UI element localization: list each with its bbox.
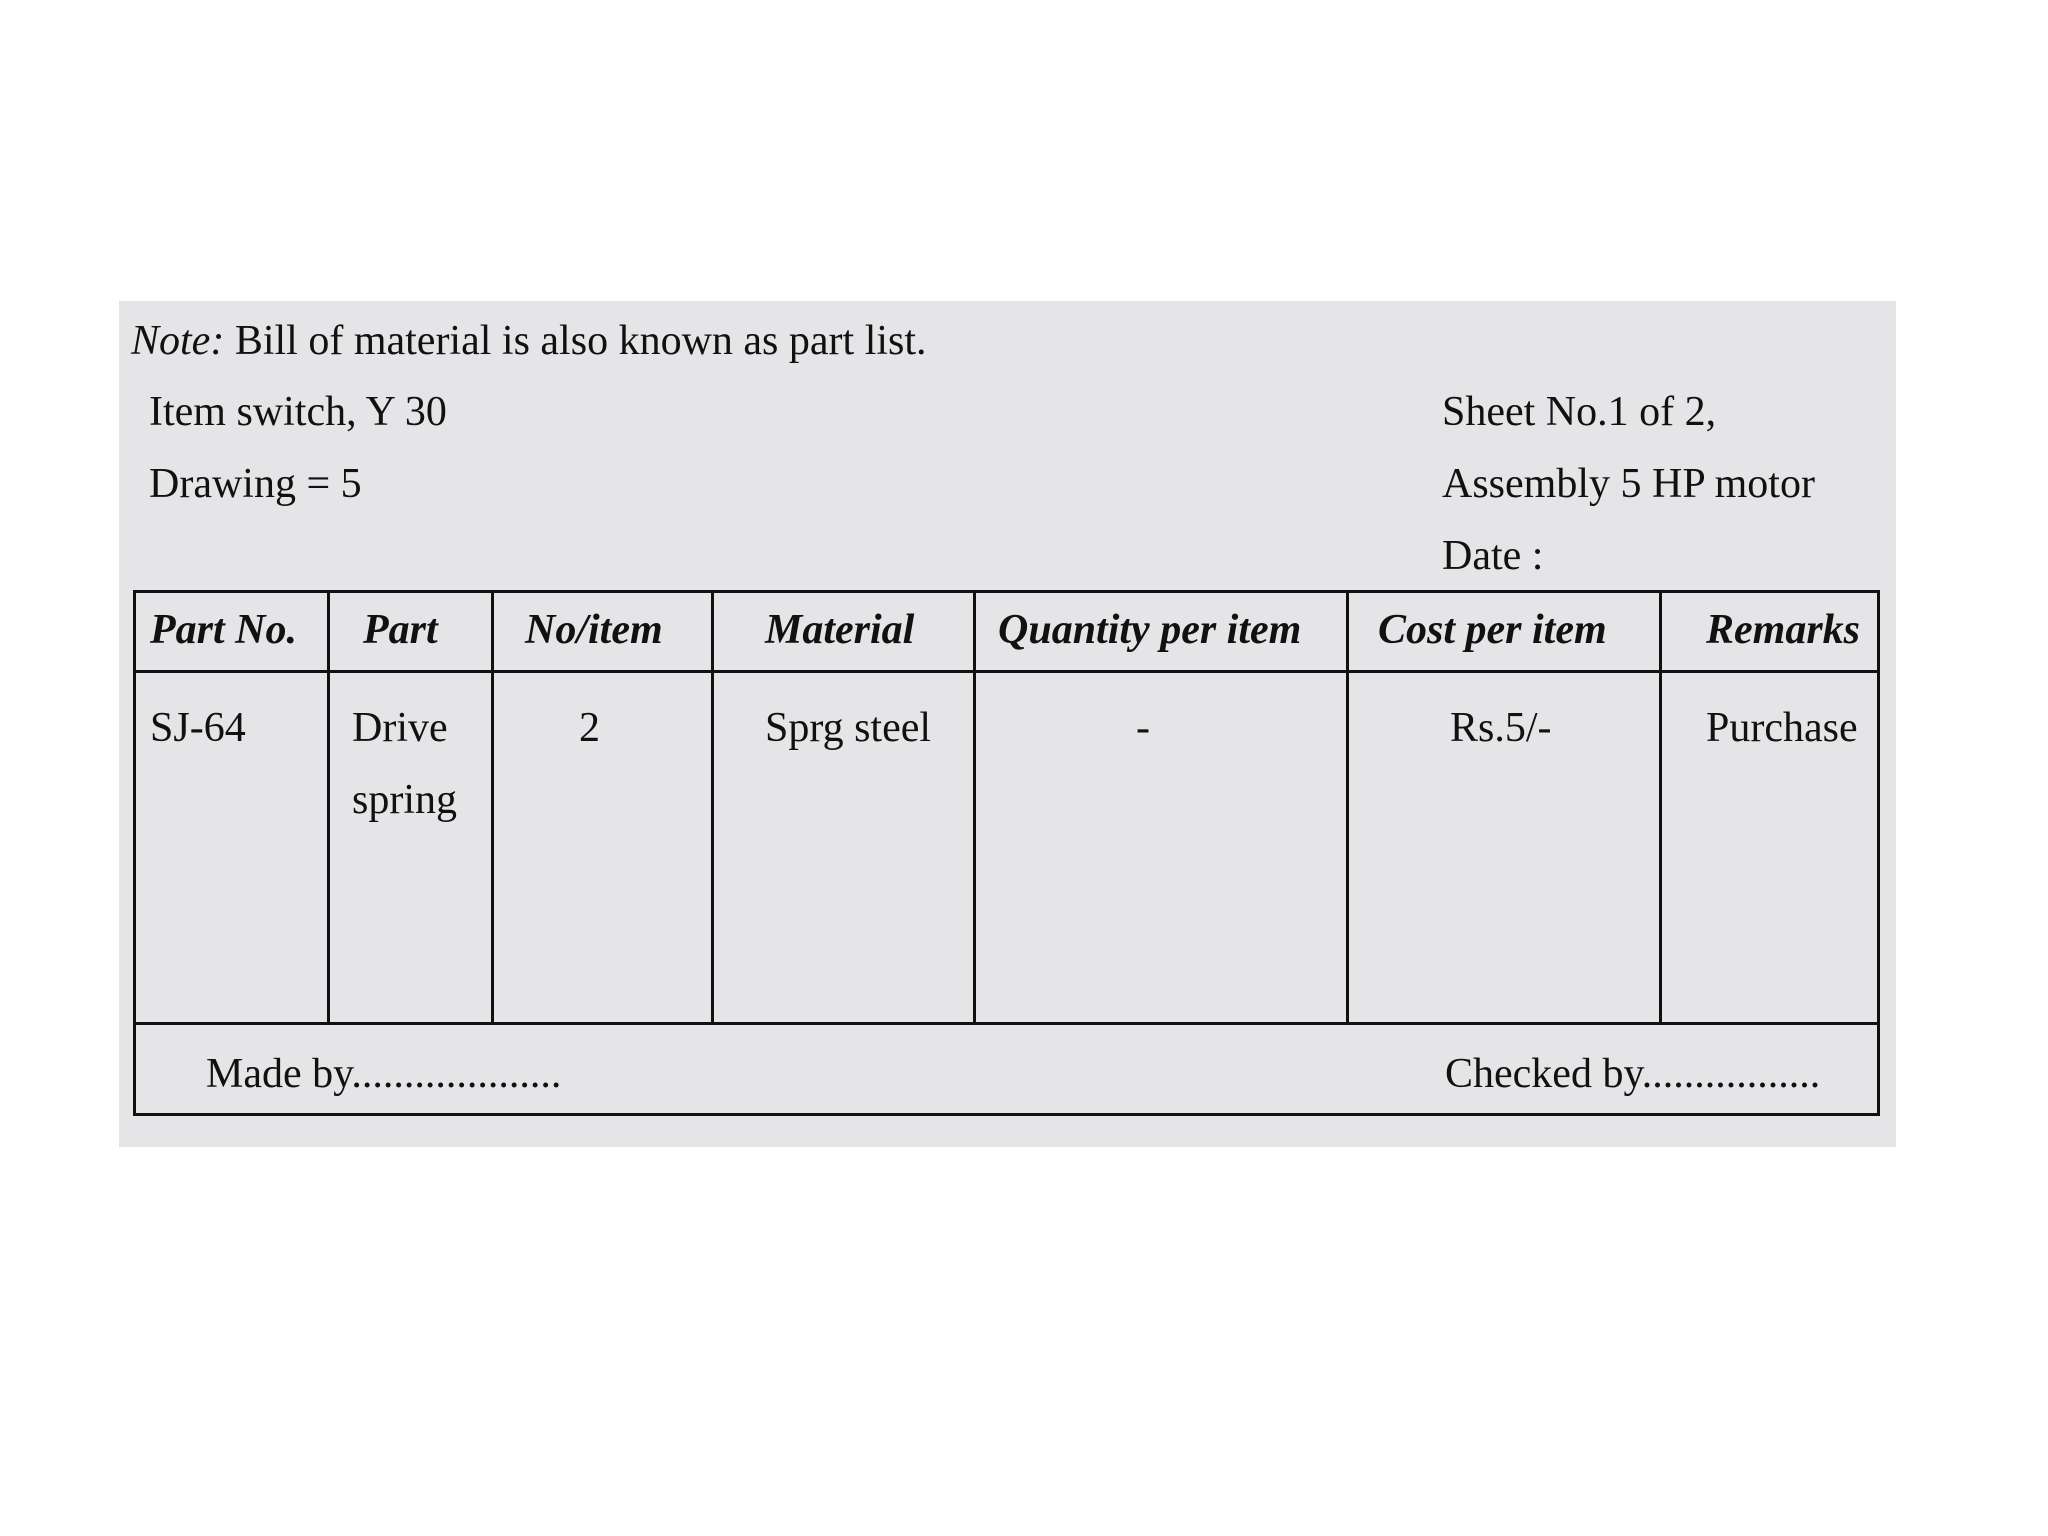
- column-divider: [711, 593, 714, 1022]
- column-header-part: Part: [363, 607, 438, 653]
- header-row-divider: [136, 670, 1877, 673]
- note-label: Note:: [131, 318, 225, 364]
- column-header-cost: Cost per item: [1378, 607, 1607, 653]
- column-header-quantity: Quantity per item: [998, 607, 1302, 653]
- column-header-part-no: Part No.: [150, 607, 297, 653]
- made-by-field: Made by....................: [206, 1051, 562, 1097]
- cell-part-no: SJ-64: [150, 705, 246, 751]
- cell-remarks: Purchase: [1706, 705, 1858, 751]
- footer-divider: [136, 1022, 1877, 1025]
- column-divider: [1346, 593, 1349, 1022]
- sheet-number: Sheet No.1 of 2,: [1442, 389, 1717, 435]
- column-divider: [1659, 593, 1662, 1022]
- cell-cost: Rs.5/-: [1450, 705, 1552, 751]
- assembly-label: Assembly 5 HP motor: [1442, 461, 1815, 507]
- column-header-material: Material: [765, 607, 915, 653]
- drawing-label: Drawing = 5: [149, 461, 362, 507]
- column-divider: [327, 593, 330, 1022]
- column-divider: [491, 593, 494, 1022]
- note-line: [131, 320, 927, 362]
- cell-quantity: -: [1136, 705, 1150, 751]
- bill-of-material-table: [133, 590, 1880, 1116]
- note-text: Bill of material is also known as part list.: [234, 318, 927, 364]
- item-label: Item switch, Y 30: [149, 389, 447, 435]
- cell-material: Sprg steel: [765, 705, 932, 751]
- column-divider: [973, 593, 976, 1022]
- cell-part-line1: Drive: [352, 705, 448, 751]
- date-label: Date :: [1442, 533, 1544, 579]
- checked-by-field: Checked by.................: [1445, 1051, 1821, 1097]
- cell-part-line2: spring: [352, 777, 457, 823]
- column-header-remarks: Remarks: [1706, 607, 1861, 653]
- cell-no-item: 2: [579, 705, 600, 751]
- column-header-no-item: No/item: [525, 607, 663, 653]
